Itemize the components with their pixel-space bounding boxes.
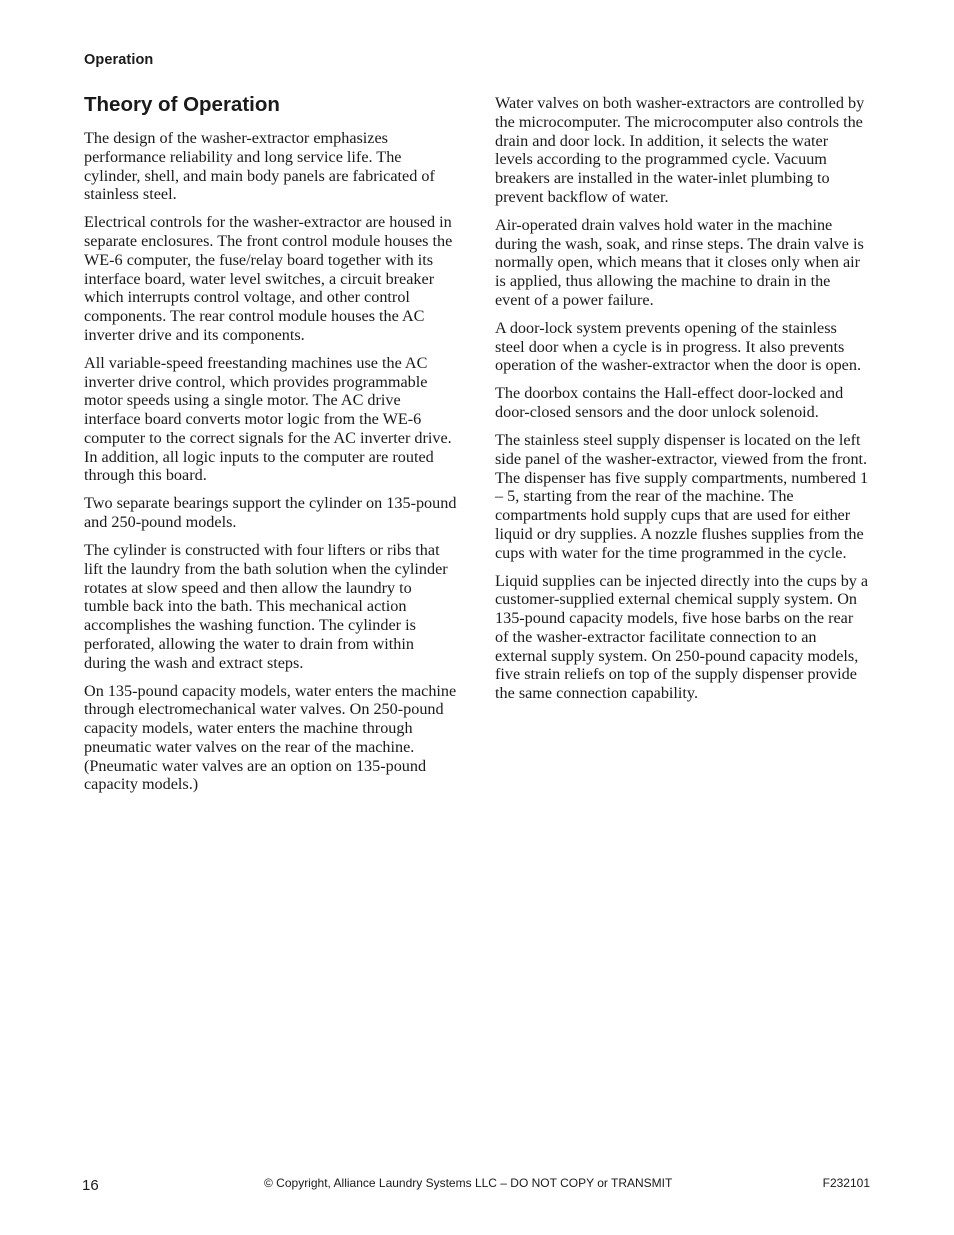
paragraph: Two separate bearings support the cylinder on 135-pound and 250-pound models. bbox=[84, 494, 457, 532]
left-column bbox=[84, 92, 458, 804]
paragraph: The cylinder is constructed with four lifters or ribs that lift the laundry from the bath solution when the cylinder rotates at slow speed and then allow the laundry to tumble back into the bath. This mechanical action accomplishes the washing function. The cylinder is perforated, allowing the water to drain from within during the wash and extract steps. bbox=[84, 541, 448, 672]
copyright-notice: © Copyright, Alliance Laundry Systems LLC – DO NOT COPY or TRANSMIT bbox=[264, 1176, 673, 1190]
paragraph: On 135-pound capacity models, water enters the machine through electromechanical water valves. On 250-pound capacity models, water enters the machine through pneumatic water valves on the rear of the machine. (Pneumatic water valves are an option on 135-pound capacity models.) bbox=[84, 681, 457, 794]
paragraph: Water valves on both washer-extractors are controlled by the microcomputer. The microcomputer also controls the drain and door lock. In addition, it selects the water levels according to the programmed cycle. Vacuum breakers are installed in the water-inlet plumbing to prevent backflow of water. bbox=[495, 94, 865, 206]
page-footer bbox=[0, 1174, 954, 1198]
page-number: 16 bbox=[82, 1177, 99, 1194]
paragraph: The stainless steel supply dispenser is located on the left side panel of the washer-extractor, viewed from the front. The dispenser has five supply compartments, numbered 1 – 5, starting from the rear of the machine. The compartments hold supply cups that are used for either liquid or dry supplies. A nozzle flushes supplies from the cups with water for the time programmed in the cycle. bbox=[495, 431, 869, 562]
paragraph: All variable-speed freestanding machines use the AC inverter drive control, which provides programmable motor speeds using a single motor. The AC drive interface board converts motor logic from the WE-6 computer to the correct signals for the AC inverter drive. In addition, all logic inputs to the computer are routed through this board. bbox=[84, 353, 452, 485]
paragraph: The design of the washer-extractor emphasizes performance reliability and long service life. The cylinder, shell, and main body panels are fabricated of stainless steel. bbox=[84, 129, 435, 204]
paragraph: Liquid supplies can be injected directly into the cups by a customer-supplied external chemical supply system. On 135-pound capacity models, five hose barbs on the rear of the washer-extractor facilitate connection to an external supply system. On 250-pound capacity models, five strain reliefs on top of the supply dispenser provide the same connection capability. bbox=[495, 571, 869, 703]
paragraph: A door-lock system prevents opening of the stainless steel door when a cycle is in progress. It also prevents operation of the washer-extractor when the door is open. bbox=[495, 318, 862, 375]
paragraph: Air-operated drain valves hold water in the machine during the wash, soak, and rinse steps. The drain valve is normally open, which means that it closes only when air is applied, thus allowing the machine to drain in the event of a power failure. bbox=[495, 215, 864, 309]
document-number: F232101 bbox=[822, 1176, 870, 1190]
page-title: Theory of Operation bbox=[84, 93, 280, 116]
right-column bbox=[495, 94, 869, 712]
paragraph: The doorbox contains the Hall-effect door-locked and door-closed sensors and the door unlock solenoid. bbox=[495, 384, 844, 422]
paragraph: Electrical controls for the washer-extractor are housed in separate enclosures. The front control module houses the WE-6 computer, the fuse/relay board together with its interface board, water level switches, a circuit breaker which interrupts control voltage, and other control components. The rear control module houses the AC inverter drive and its components. bbox=[84, 213, 453, 344]
running-header: Operation bbox=[84, 52, 154, 68]
